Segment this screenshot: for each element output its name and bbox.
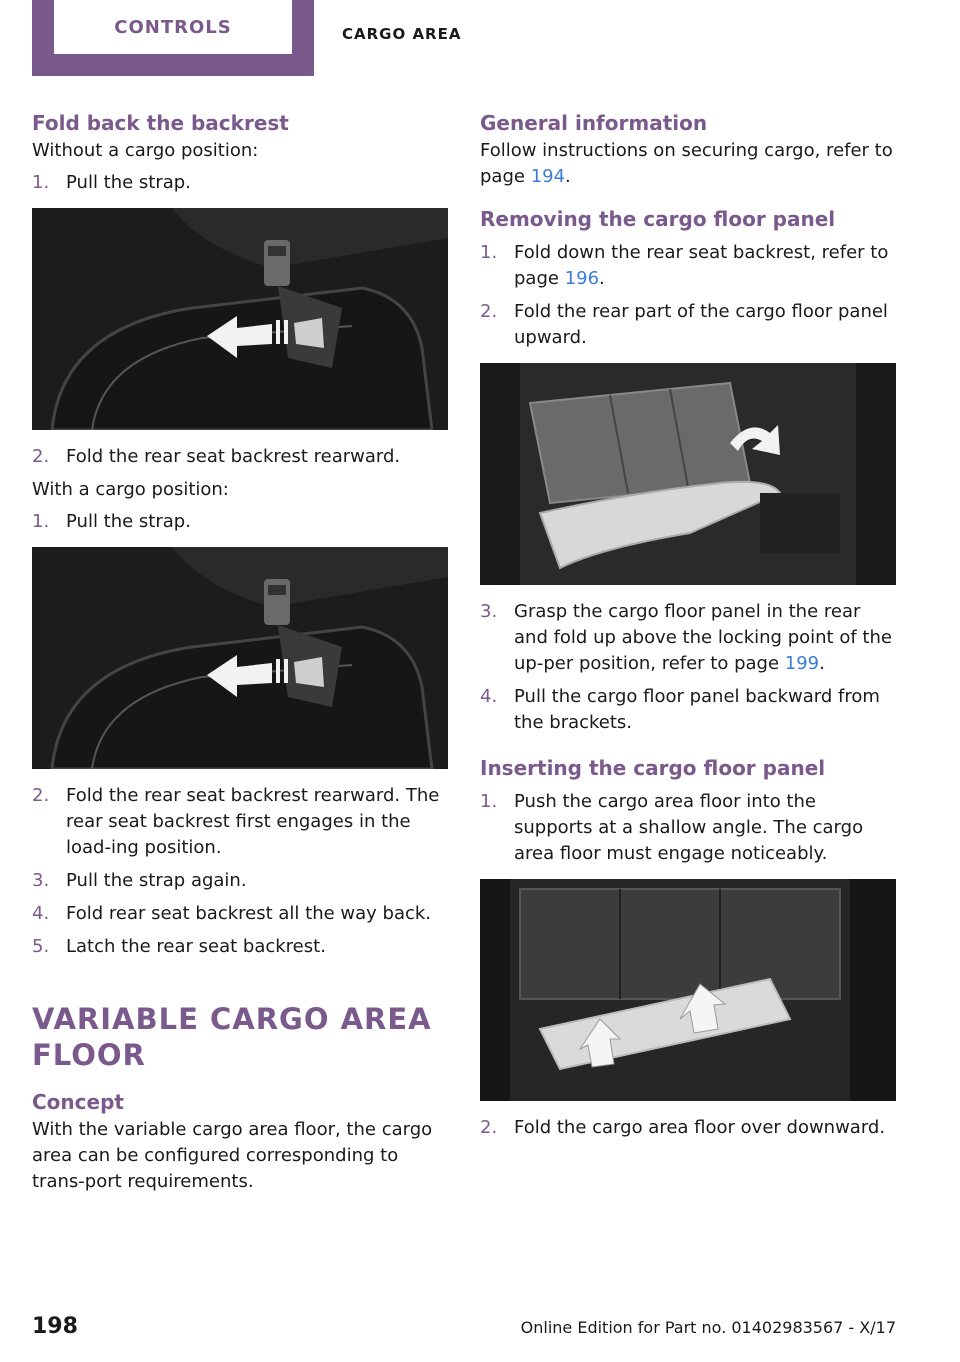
seat-strap-image-2 bbox=[32, 547, 448, 769]
removing-steps-a bbox=[480, 240, 896, 351]
right-column bbox=[480, 108, 896, 1148]
concept-heading: Concept bbox=[32, 1090, 124, 1114]
page-link-199[interactable]: 199 bbox=[784, 653, 820, 674]
list-item: 4. Pull the cargo floor panel backward from the brackets. bbox=[480, 686, 880, 733]
list-item: 2. Fold the cargo area floor over downward. bbox=[480, 1117, 886, 1138]
removing-steps-b bbox=[480, 599, 896, 736]
without-steps-a bbox=[32, 170, 448, 196]
with-cargo-label: With a cargo position: bbox=[32, 479, 229, 500]
list-item: 4. Fold rear seat backrest all the way back. bbox=[32, 903, 432, 924]
list-item: 2. Fold the rear seat backrest rearward. The rear seat backrest first engages in the load-ing position. bbox=[32, 785, 440, 858]
list-item: 1. Push the cargo area floor into the supports at a shallow angle. The cargo area floor must engage noticeably. bbox=[480, 791, 864, 864]
with-steps-a bbox=[32, 509, 448, 535]
list-item: 2. Fold the rear part of the cargo floor panel upward. bbox=[480, 301, 888, 348]
fold-backrest-heading: Fold back the backrest bbox=[32, 111, 289, 135]
seat-strap-image-1 bbox=[32, 208, 448, 430]
list-item: 3. Pull the strap again. bbox=[32, 870, 247, 891]
page-link-196[interactable]: 196 bbox=[564, 268, 600, 289]
inserting-heading: Inserting the cargo floor panel bbox=[480, 756, 826, 780]
with-steps-b bbox=[32, 783, 448, 960]
removing-heading: Removing the cargo floor panel bbox=[480, 207, 836, 231]
list-item: 5. Latch the rear seat backrest. bbox=[32, 936, 326, 957]
inserting-steps-a bbox=[480, 789, 896, 867]
without-cargo-label: Without a cargo position: bbox=[32, 140, 259, 161]
subsection-tab: CARGO AREA bbox=[342, 25, 462, 43]
list-item: 2. Fold the rear seat backrest rearward. bbox=[32, 446, 401, 467]
list-item: 1. Fold down the rear seat backrest, refer to page 196. bbox=[480, 242, 889, 289]
cargo-floor-insert-image bbox=[480, 879, 896, 1101]
section-tab bbox=[32, 0, 314, 76]
edition-note: Online Edition for Part no. 01402983567 - X/17 bbox=[520, 1318, 896, 1337]
page-link-194[interactable]: 194 bbox=[530, 166, 566, 187]
list-item: 3. Grasp the cargo floor panel in the rear and fold up above the locking point of the up-per position, refer to page 199. bbox=[480, 601, 892, 674]
without-steps-b bbox=[32, 444, 448, 470]
cargo-floor-fold-image bbox=[480, 363, 896, 585]
page-number: 198 bbox=[32, 1314, 78, 1339]
concept-text: With the variable cargo area floor, the cargo area can be configured corresponding to trans-port requirements. bbox=[32, 1119, 433, 1192]
section-title: VARIABLE CARGO AREA FLOOR bbox=[32, 1002, 432, 1072]
general-info-text: Follow instructions on securing cargo, refer to page 194. bbox=[480, 140, 893, 187]
inserting-steps-b bbox=[480, 1115, 896, 1141]
general-info-heading: General information bbox=[480, 111, 708, 135]
list-item: 1. Pull the strap. bbox=[32, 172, 191, 193]
list-item: 1. Pull the strap. bbox=[32, 511, 191, 532]
section-tab-label: CONTROLS bbox=[54, 0, 292, 54]
left-column bbox=[32, 108, 448, 1195]
